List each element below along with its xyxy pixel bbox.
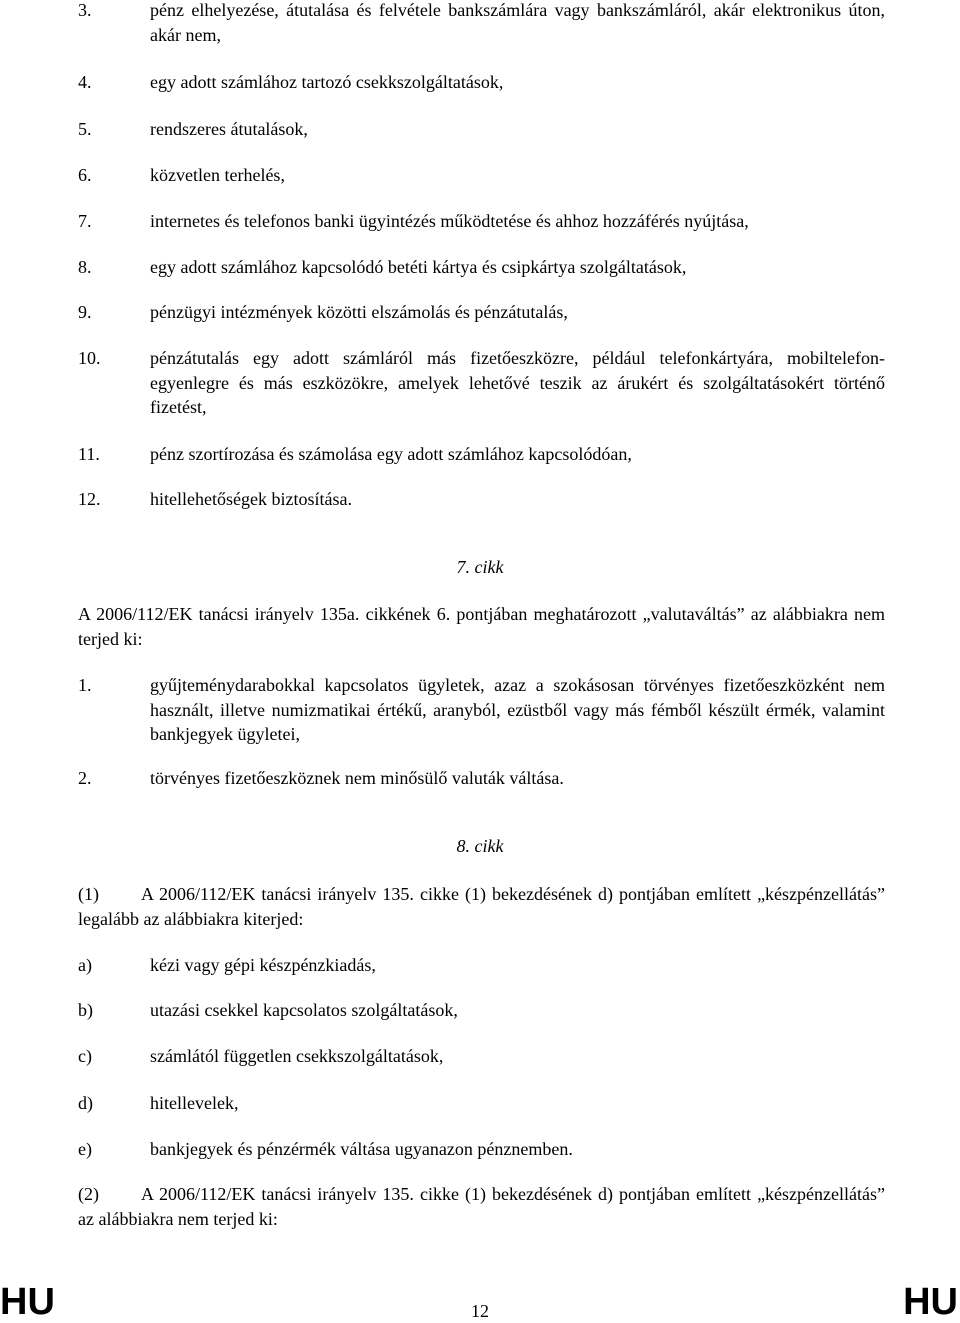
list-item-text: egy adott számlához tartozó csekkszolgáltatások, [150, 72, 504, 92]
list-item-text: hitellevelek, [150, 1093, 239, 1113]
list-item-number: 7. [78, 211, 92, 231]
list-item-number: 9. [78, 302, 92, 322]
list-item-number: 5. [78, 119, 92, 139]
list-item-text: gyűjteménydarabokkal kapcsolatos ügyletek, azaz a szokásosan törvényes fizetőeszközként nem használt, illetve numizmatikai értékű, aranyból, ezüstből vagy más fémből készült érmék, valamint bankjegyek ügyletei, [150, 675, 885, 744]
list-item-text: törvényes fizetőeszköznek nem minősülő valuták váltása. [150, 768, 564, 788]
list-item-number: 10. [78, 348, 101, 368]
list-item-text: hitellehetőségek biztosítása. [150, 489, 352, 509]
list-item-text: pénz szortírozása és számolása egy adott számlához kapcsolódóan, [150, 444, 632, 464]
list-item-letter: c) [78, 1046, 92, 1066]
article-7-heading: 7. cikk [456, 557, 504, 577]
list-item-number: 6. [78, 165, 92, 185]
list-item-number: 1. [78, 675, 92, 695]
paragraph-number: (1) [78, 884, 99, 904]
list-item-number: 2. [78, 768, 92, 788]
list-item-text: kézi vagy gépi készpénzkiadás, [150, 955, 376, 975]
page-number: 12 [471, 1301, 489, 1321]
list-item-text: utazási csekkel kapcsolatos szolgáltatások, [150, 1000, 458, 1020]
list-item-text: pénzátutalás egy adott számláról más fizetőeszközre, például telefonkártyára, mobiltelefon-egyenlegre és más eszközökre, amelyek lehetővé teszik az árukért és szolgáltatásokért történő fizetést, [150, 348, 885, 417]
list-item-number: 11. [78, 444, 100, 464]
footer-language-code-left: HU [0, 1281, 55, 1323]
list-item-text: közvetlen terhelés, [150, 165, 285, 185]
list-item-number: 4. [78, 72, 92, 92]
paragraph-text: A 2006/112/EK tanácsi irányelv 135. cikke (1) bekezdésének d) pontjában említett „készpénzellátás” legalább az alábbiakra kiterjed: [78, 884, 885, 929]
list-item-letter: a) [78, 955, 92, 975]
list-item-text: pénzügyi intézmények közötti elszámolás és pénzátutalás, [150, 302, 568, 322]
article-7-intro-text: A 2006/112/EK tanácsi irányelv 135a. cikkének 6. pontjában meghatározott „valutaváltás” az alábbiakra nem terjed ki: [78, 604, 885, 649]
list-item-text: rendszeres átutalások, [150, 119, 308, 139]
list-item-letter: e) [78, 1139, 92, 1159]
list-item-text: internetes és telefonos banki ügyintézés működtetése és ahhoz hozzáférés nyújtása, [150, 211, 749, 231]
list-item-text: bankjegyek és pénzérmék váltása ugyanazon pénznemben. [150, 1139, 573, 1159]
paragraph-number: (2) [78, 1184, 99, 1204]
article-8-heading: 8. cikk [456, 836, 504, 856]
footer-language-code-right: HU [903, 1281, 958, 1323]
list-item-letter: d) [78, 1093, 93, 1113]
list-item-text: pénz elhelyezése, átutalása és felvétele bankszámlára vagy bankszámláról, akár elektronikus úton, akár nem, [150, 0, 885, 45]
list-item-text: egy adott számlához kapcsolódó betéti kártya és csipkártya szolgáltatások, [150, 257, 687, 277]
list-item-number: 3. [78, 0, 92, 20]
list-item-number: 12. [78, 489, 101, 509]
list-item-letter: b) [78, 1000, 93, 1020]
list-item-text: számlától független csekkszolgáltatások, [150, 1046, 444, 1066]
paragraph-text: A 2006/112/EK tanácsi irányelv 135. cikke (1) bekezdésének d) pontjában említett „készpénzellátás” az alábbiakra nem terjed ki: [78, 1184, 885, 1229]
list-item-number: 8. [78, 257, 92, 277]
